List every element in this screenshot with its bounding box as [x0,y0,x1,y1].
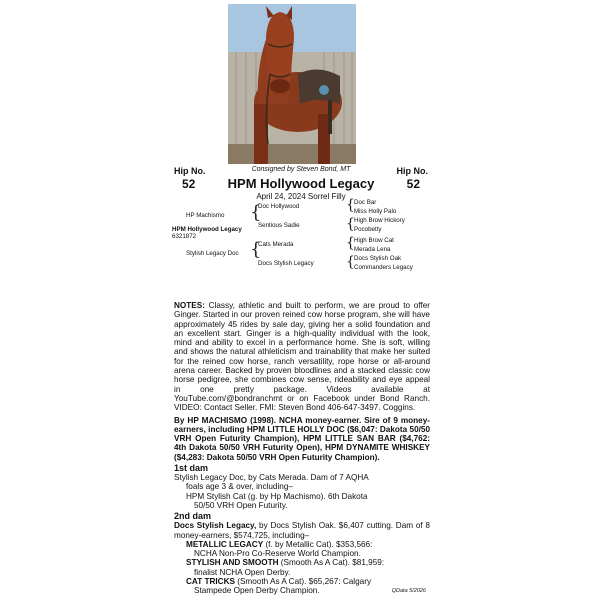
ped-ds: Cats Merada [258,241,294,248]
brace: { [346,216,355,232]
produce-2-name: STYLISH AND SMOOTH [186,558,279,568]
produce-1-text: (f. by Metallic Cat). $353,566: [263,539,373,549]
produce-3-text: (Smooth As A Cat). $65,267: Calgary [234,577,372,587]
catalog-body [174,301,430,596]
ped-dsd: Merada Lena [354,246,391,253]
catalog-page [172,0,430,600]
produce-2 [174,558,430,567]
produce-3-name: CAT TRICKS [186,577,235,587]
ped-dd: Docs Stylish Legacy [258,260,314,267]
ped-dds: Docs Stylish Oak [354,255,402,262]
footer-credit: QData 5/2026 [391,588,426,594]
notes-label: NOTES: [174,301,205,310]
first-dam-line4: 50/50 VRH Open Futurity. [194,500,288,510]
produce-3-line2: Stampede Open Derby Champion. [194,586,320,596]
first-dam-heading: 1st dam [174,463,209,474]
notes-text: Classy, athletic and built to perform, we are proud to offer Ginger. Started in our proven reined cow horse program, she will have approximately 45 rides by sale day, giving her a solid foundation and an excellent start. Ginger is a high-quality individual with the look, mind and ability to excel in a performance home. She is soft, willing and shows the natural athleticism and trainability that make her suited for the reined cow horse, ranch versatility, rope horse or all-around arena career. Backed by proven bloodlines and a stacked classic cow horse pedigree, she combines cow sense, rideability and eye appeal in one pretty package. Videos available at YouTube.com/@bondranchmt or on Facebook under Bond Ranch. VIDEO: Contact Seller. FMI: Steven Bond 406-647-3497. Coggins. [174,301,430,413]
ped-ss: Doc Hollywood [258,203,300,210]
hip-number-left: 52 [182,177,196,191]
first-dam-line2: foals age 3 & over, including– [186,482,293,492]
brace: { [346,197,355,213]
ped-reg: 6321872 [172,233,197,240]
second-dam-intro-text: by Docs Stylish Oak. $6,407 cutting. Dam of 8 money-earners, $574,725, including– [174,521,430,540]
ped-ddd: Commanders Legacy [354,264,413,271]
ped-sdd: Pocobetty [354,226,382,233]
ped-sire: HP Machismo [186,212,225,219]
first-dam-line1: Stylish Legacy Doc, by Cats Merada. Dam of 7 AQHA [174,473,369,483]
produce-1-line2: NCHA Non-Pro Co-Reserve World Champion. [194,549,361,559]
brace: { [346,254,355,270]
brace: { [250,239,262,260]
produce-2-text: (Smooth As A Cat). $81,959: [278,558,385,568]
ped-dam: Stylish Legacy Doc [186,250,239,257]
second-dam-intro [174,521,430,540]
ped-subject: HPM Hollywood Legacy [172,226,242,233]
ped-ssd: Miss Holly Palo [354,208,397,215]
second-dam-name: Docs Stylish Legacy, [174,521,257,531]
first-dam-line3: HPM Stylish Cat (g. by Hp Machismo). 6th Dakota [186,491,368,501]
brace: { [250,202,262,223]
ped-sd: Sentious Sadie [258,222,300,229]
produce-3 [174,577,430,586]
consignor-line: Consigned by Steven Bond, MT [251,166,351,173]
ped-sds: High Brow Hickory [354,217,405,224]
second-dam-heading: 2nd dam [174,511,212,522]
horse-name: HPM Hollywood Legacy [227,176,375,191]
ped-sss: Doc Bar [354,199,377,206]
produce-1 [174,540,430,549]
foaled-line: April 24, 2024 Sorrel Filly [256,192,346,201]
ped-dss: High Brow Cat [354,237,394,244]
hip-label-right: Hip No. [396,166,428,176]
hip-number-right: 52 [406,177,420,191]
horse-photo [228,4,356,164]
produce-2-line2: finalist NCHA Open Derby. [194,567,291,577]
brace: { [346,235,355,251]
produce-1-name: METALLIC LEGACY [186,539,264,549]
hip-label-left: Hip No. [174,166,206,176]
notes-paragraph [174,301,430,413]
sire-section: By HP MACHISMO (1998). NCHA money-earner. Sire of 9 money-earners, including HPM LITTLE HOLLY DOC ($6,047: Dakota 50/50 VRH Open Futurity Champion), HPM LITTLE SAN BAR ($4,762: 4th Dakota 50/50 VRH Futurity Open), HPM DYNAMITE WHISKEY ($4,283: Dakota 50/50 VRH Open Futurity Champion). [174,415,430,462]
